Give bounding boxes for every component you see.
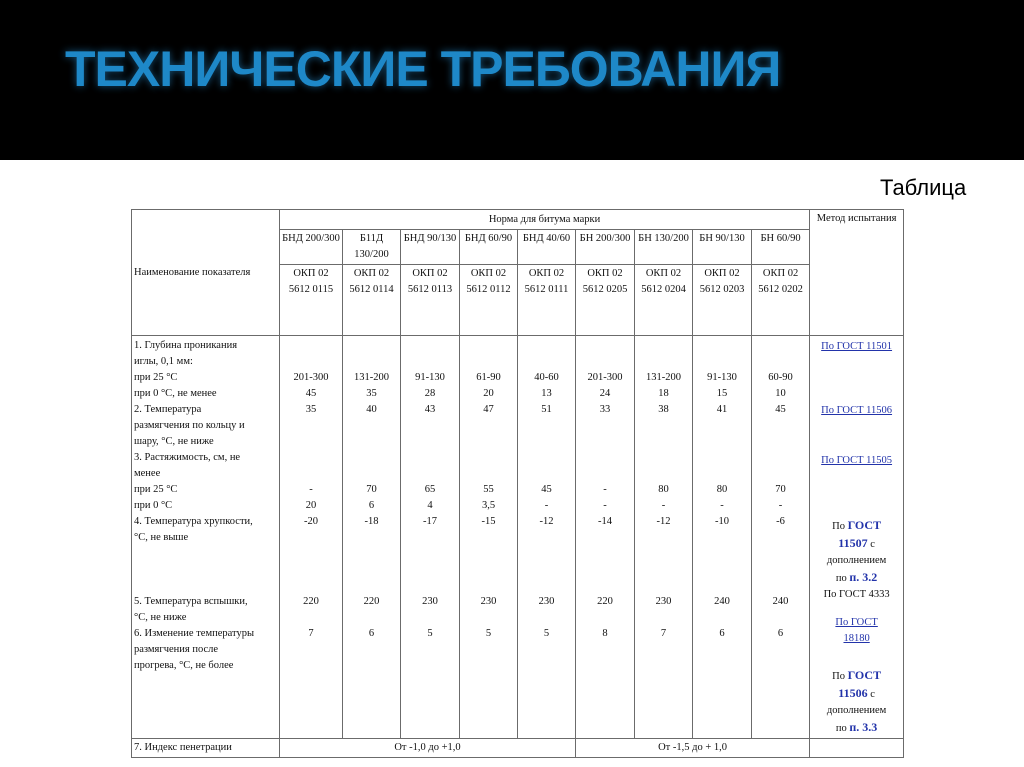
grade-value: -: [720, 500, 724, 511]
grade-value: 230: [655, 596, 672, 607]
indicator-label: шару, °С, не ниже: [134, 436, 214, 447]
indicator-label: при 25 °С: [134, 372, 178, 383]
grade-value: 33: [599, 404, 611, 415]
test-methods: [810, 336, 904, 739]
method-gost-11507: По ГОСТ 11507 с дополнением по п. 3.2: [826, 518, 887, 584]
grade-value: 40-60: [534, 372, 559, 383]
indicator-label: при 0 °С: [134, 500, 173, 511]
grade-value: 220: [363, 596, 380, 607]
grade-value: 60-90: [768, 372, 793, 383]
grade-value: 131-200: [354, 372, 389, 383]
grade-name: БН 90/130: [693, 230, 752, 265]
penetration-index-bn: От -1,5 до + 1,0: [576, 739, 810, 758]
grade-value: 41: [716, 404, 728, 415]
grade-okp-code: ОКП 02 5612 0203: [693, 265, 752, 336]
grade-value: -12: [539, 516, 554, 527]
grade-value: 61-90: [476, 372, 501, 383]
grade-value: 91-130: [707, 372, 737, 383]
grade-value: 40: [366, 404, 377, 415]
grade-value: -15: [481, 516, 496, 527]
grade-value: 43: [424, 404, 436, 415]
grade-value: 8: [602, 628, 608, 639]
slide-header: [0, 0, 1024, 160]
method-gost-11506-supplement: По ГОСТ 11506 с дополнением по п. 3.3: [826, 668, 887, 734]
indicator-label: 6. Изменение температуры: [134, 628, 255, 639]
grade-name: БНД 60/90: [460, 230, 518, 265]
grade-value: 20: [483, 388, 494, 399]
grade-value: 6: [777, 628, 784, 639]
grade-value: -: [603, 500, 607, 511]
grade-value: 10: [775, 388, 786, 399]
grade-name: Б11Д 130/200: [343, 230, 401, 265]
link-gost-11505[interactable]: По ГОСТ 11505: [821, 455, 893, 466]
grade-value: 220: [303, 596, 319, 607]
grade-value: 80: [658, 484, 669, 495]
slide-title: ТЕХНИЧЕСКИЕ ТРЕБОВАНИЯ: [65, 41, 781, 97]
grade-value: 13: [541, 388, 552, 399]
indicator-label: 3. Растяжимость, см, не: [134, 452, 241, 463]
grade-values: [752, 336, 810, 739]
link-gost-18180[interactable]: По ГОСТ 18180: [835, 617, 878, 644]
grade-name: БНД 40/60: [518, 230, 576, 265]
grade-value: 20: [305, 500, 317, 511]
indicator-label: прогрева, °С, не более: [134, 660, 234, 671]
indicator-label: менее: [134, 468, 161, 479]
grade-values: [693, 336, 752, 739]
indicator-header: Наименование показателя: [132, 210, 280, 336]
grade-value: 7: [308, 628, 314, 639]
grade-okp-code: ОКП 02 5612 0111: [518, 265, 576, 336]
grade-value: -: [309, 484, 313, 495]
grade-name: БНД 200/300: [280, 230, 343, 265]
indicator-labels: [132, 336, 280, 739]
grade-value: 230: [538, 596, 555, 607]
indicator-label: размягчения по кольцу и: [134, 420, 245, 431]
penetration-index-bnd: От -1,0 до +1,0: [280, 739, 576, 758]
grade-okp-code: ОКП 02 5612 0205: [576, 265, 635, 336]
method-header: Метод испытания: [810, 210, 904, 336]
grade-value: -14: [598, 516, 612, 527]
indicator-label: 5. Температура вспышки,: [134, 596, 248, 607]
grade-value: 47: [483, 404, 494, 415]
link-gost-11506[interactable]: По ГОСТ 11506: [821, 405, 893, 416]
grade-values: [343, 336, 401, 739]
grade-value: 51: [541, 404, 552, 415]
grade-value: 38: [658, 404, 669, 415]
grade-value: 80: [716, 484, 728, 495]
grade-value: -17: [423, 516, 437, 527]
grade-value: 4: [427, 500, 433, 511]
grade-value: 3,5: [481, 500, 496, 511]
grade-value: -: [544, 500, 549, 511]
grade-okp-code: ОКП 02 5612 0113: [401, 265, 460, 336]
grade-value: 45: [541, 484, 552, 495]
grade-name: БН 60/90: [752, 230, 810, 265]
grade-values: [635, 336, 693, 739]
grade-value: 5: [427, 628, 433, 639]
table-caption: Таблица: [880, 175, 967, 200]
grade-value: -: [778, 500, 783, 511]
grade-value: 240: [772, 596, 789, 607]
grade-value: 5: [543, 628, 550, 639]
bitumen-requirements-table: [131, 209, 904, 758]
grade-name: БН 200/300: [576, 230, 635, 265]
grade-value: 70: [366, 484, 377, 495]
grade-value: 131-200: [646, 372, 681, 383]
grade-value: 35: [305, 404, 317, 415]
indicator-label: °С, не выше: [134, 532, 189, 543]
grade-value: -12: [656, 516, 671, 527]
indicator-label: при 25 °С: [134, 484, 178, 495]
grade-value: 55: [483, 484, 494, 495]
grade-value: 230: [480, 596, 497, 607]
grade-value: -6: [776, 516, 785, 527]
grade-value: 45: [305, 388, 317, 399]
grade-value: 24: [599, 388, 611, 399]
grade-values: [576, 336, 635, 739]
grade-value: -20: [304, 516, 318, 527]
grade-okp-code: ОКП 02 5612 0204: [635, 265, 693, 336]
grade-value: 5: [485, 628, 492, 639]
grade-value: 15: [716, 388, 728, 399]
grade-name: БНД 90/130: [401, 230, 460, 265]
norm-header: Норма для битума марки: [280, 210, 810, 230]
grade-okp-code: ОКП 02 5612 0112: [460, 265, 518, 336]
grade-value: 18: [658, 388, 669, 399]
grade-value: 201-300: [587, 372, 623, 383]
grade-values: [518, 336, 576, 739]
link-gost-11501[interactable]: По ГОСТ 11501: [821, 341, 893, 352]
grade-value: 220: [597, 596, 613, 607]
penetration-index-label: 7. Индекс пенетрации: [132, 739, 280, 758]
grade-value: -10: [715, 516, 729, 527]
indicator-label: 4. Температура хрупкости,: [134, 516, 253, 527]
grade-value: 70: [775, 484, 786, 495]
grade-value: 28: [424, 388, 436, 399]
grade-okp-code: ОКП 02 5612 0114: [343, 265, 401, 336]
grade-value: 6: [368, 500, 375, 511]
grade-value: 230: [422, 596, 438, 607]
grade-values: [401, 336, 460, 739]
method-gost-4333: По ГОСТ 4333: [823, 589, 890, 600]
grade-name: БН 130/200: [635, 230, 693, 265]
grade-value: -: [661, 500, 666, 511]
grade-value: 201-300: [293, 372, 329, 383]
grade-okp-code: ОКП 02 5612 0202: [752, 265, 810, 336]
grade-value: 7: [660, 628, 667, 639]
indicator-label: 1. Глубина проникания: [134, 340, 238, 351]
grade-value: 45: [775, 404, 786, 415]
indicator-label: 2. Температура: [134, 404, 202, 415]
indicator-label: иглы, 0,1 мм:: [134, 356, 193, 367]
grade-values: [280, 336, 343, 739]
grade-value: 65: [424, 484, 436, 495]
grade-value: 91-130: [415, 372, 445, 383]
penetration-index-method: [810, 739, 904, 758]
grade-value: 35: [366, 388, 377, 399]
grade-okp-code: ОКП 02 5612 0115: [280, 265, 343, 336]
grade-value: 240: [714, 596, 730, 607]
indicator-label: при 0 °С, не менее: [134, 388, 217, 399]
grade-value: -18: [364, 516, 379, 527]
grade-value: 6: [719, 628, 725, 639]
grade-values: [460, 336, 518, 739]
indicator-label: °С, не ниже: [134, 612, 187, 623]
indicator-label: размягчения после: [134, 644, 219, 655]
grade-value: -: [603, 484, 607, 495]
grade-value: 6: [368, 628, 375, 639]
